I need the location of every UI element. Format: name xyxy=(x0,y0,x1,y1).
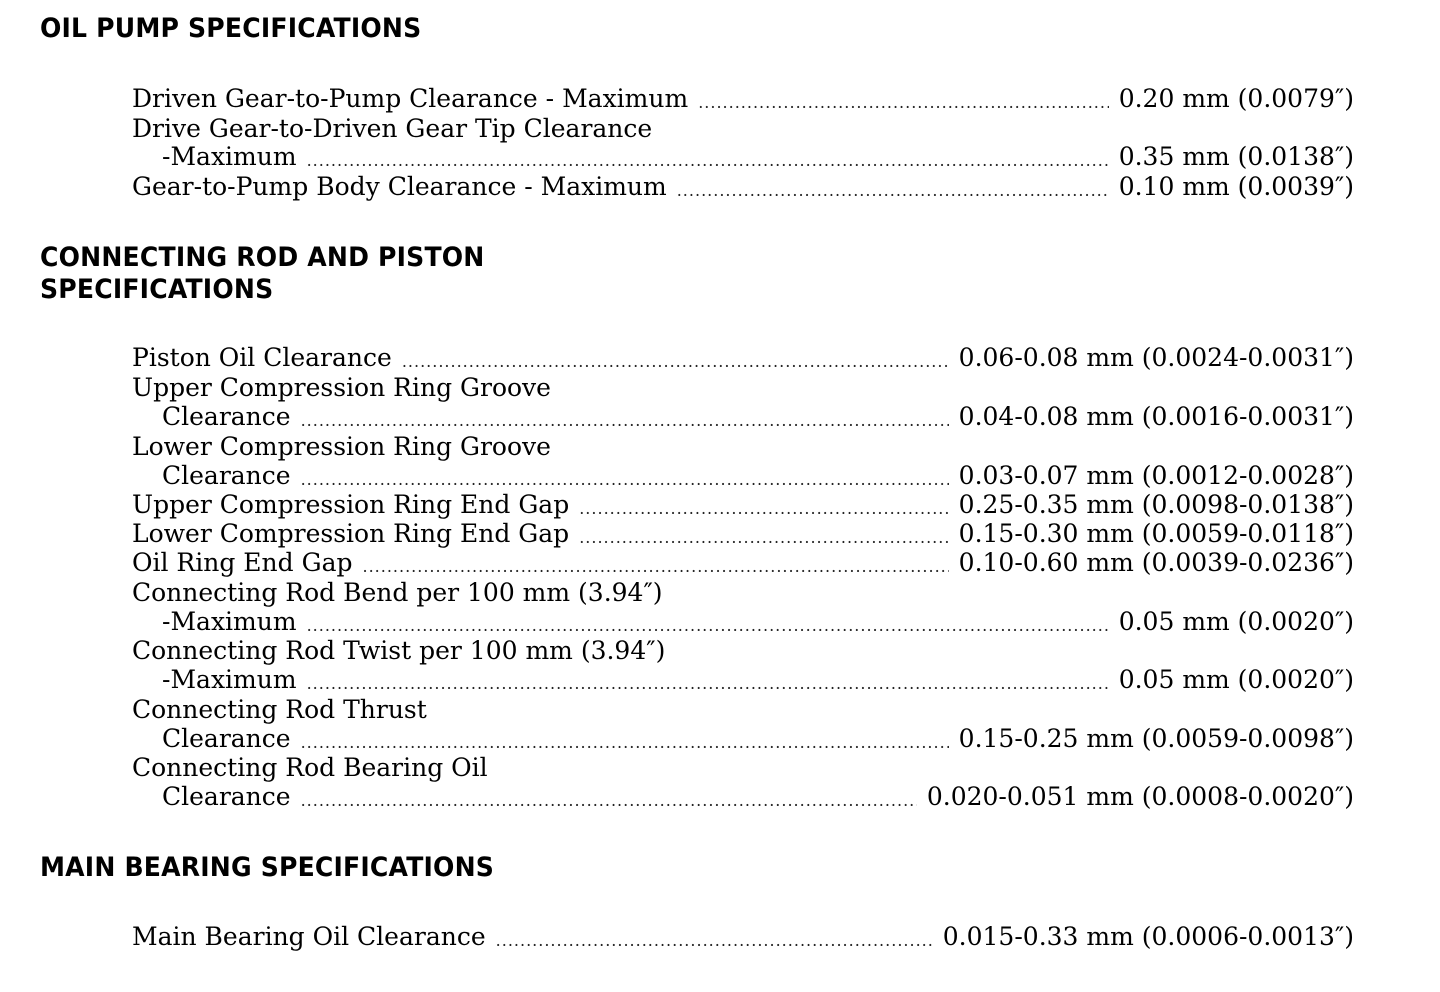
spec-row-rod-bend-cont xyxy=(162,607,1354,637)
spec-value: 0.06-0.08 mm (0.0024-0.0031″) xyxy=(958,343,1354,372)
spec-label: Driven Gear-to-Pump Clearance - Maximum xyxy=(132,84,689,113)
leader-dots xyxy=(301,732,949,754)
leader-dots xyxy=(301,790,917,812)
spec-label: Gear-to-Pump Body Clearance - Maximum xyxy=(132,172,667,201)
spec-label-continuation: -Maximum xyxy=(162,607,297,636)
spec-row-upper-groove xyxy=(132,373,1354,403)
spec-value: 0.10 mm (0.0039″) xyxy=(1118,172,1354,201)
spec-row-lower-groove xyxy=(132,432,1354,462)
spec-row-rod-twist xyxy=(132,636,1354,666)
spec-label-continuation: Clearance xyxy=(162,402,291,431)
spec-label-continuation: Clearance xyxy=(162,724,291,753)
spec-label: Lower Compression Ring End Gap xyxy=(132,519,570,548)
spec-value: 0.10-0.60 mm (0.0039-0.0236″) xyxy=(958,548,1354,577)
leader-dots xyxy=(301,410,949,432)
spec-value: 0.020-0.051 mm (0.0008-0.0020″) xyxy=(926,782,1354,811)
main-bearing-heading: MAIN BEARING SPECIFICATIONS xyxy=(40,852,495,883)
spec-value: 0.15-0.30 mm (0.0059-0.0118″) xyxy=(958,519,1354,548)
spec-row-lower-end-gap xyxy=(132,519,1354,549)
spec-label: Oil Ring End Gap xyxy=(132,548,353,577)
spec-row-upper-groove-cont xyxy=(162,402,1354,432)
spec-row-rod-thrust xyxy=(132,695,1354,725)
spec-label-continuation: -Maximum xyxy=(162,665,297,694)
spec-label: Connecting Rod Bend per 100 mm (3.94″) xyxy=(132,578,663,607)
leader-dots xyxy=(307,673,1109,695)
spec-row-rod-bend xyxy=(132,578,1354,608)
spec-row-upper-end-gap xyxy=(132,490,1354,520)
spec-value: 0.20 mm (0.0079″) xyxy=(1118,84,1354,113)
spec-value: 0.25-0.35 mm (0.0098-0.0138″) xyxy=(958,490,1354,519)
spec-row-piston-oil xyxy=(132,343,1354,373)
spec-value: 0.15-0.25 mm (0.0059-0.0098″) xyxy=(958,724,1354,753)
spec-row-drive-gear-tip xyxy=(132,114,1354,144)
leader-dots xyxy=(307,150,1109,172)
spec-value: 0.04-0.08 mm (0.0016-0.0031″) xyxy=(958,402,1354,431)
spec-label-continuation: -Maximum xyxy=(162,142,297,171)
leader-dots xyxy=(307,615,1109,637)
spec-value: 0.05 mm (0.0020″) xyxy=(1118,607,1354,636)
spec-label: Lower Compression Ring Groove xyxy=(132,432,551,461)
connecting-rod-heading-line1: CONNECTING ROD AND PISTON xyxy=(40,242,485,273)
leader-dots xyxy=(301,469,949,491)
leader-dots xyxy=(579,498,948,520)
connecting-rod-heading-line2: SPECIFICATIONS xyxy=(40,274,274,305)
leader-dots xyxy=(677,180,1109,202)
spec-label: Upper Compression Ring Groove xyxy=(132,373,551,402)
spec-value: 0.015-0.33 mm (0.0006-0.0013″) xyxy=(942,922,1354,951)
spec-row-rod-bearing xyxy=(132,753,1354,783)
spec-row-lower-groove-cont xyxy=(162,461,1354,491)
leader-dots xyxy=(362,556,948,578)
spec-row-rod-twist-cont xyxy=(162,665,1354,695)
leader-dots xyxy=(579,527,948,549)
spec-label: Connecting Rod Bearing Oil xyxy=(132,753,488,782)
spec-label-continuation: Clearance xyxy=(162,782,291,811)
spec-row-rod-thrust-cont xyxy=(162,724,1354,754)
spec-label: Drive Gear-to-Driven Gear Tip Clearance xyxy=(132,114,653,143)
spec-row-main-bearing-oil xyxy=(132,922,1354,952)
spec-label: Main Bearing Oil Clearance xyxy=(132,922,486,951)
spec-label: Piston Oil Clearance xyxy=(132,343,392,372)
spec-label-continuation: Clearance xyxy=(162,461,291,490)
spec-label: Upper Compression Ring End Gap xyxy=(132,490,570,519)
spec-label: Connecting Rod Twist per 100 mm (3.94″) xyxy=(132,636,666,665)
leader-dots xyxy=(402,351,949,373)
spec-row-driven-gear xyxy=(132,84,1354,114)
spec-label: Connecting Rod Thrust xyxy=(132,695,427,724)
spec-row-oil-ring-gap xyxy=(132,548,1354,578)
spec-value: 0.03-0.07 mm (0.0012-0.0028″) xyxy=(958,461,1354,490)
spec-row-gear-to-body xyxy=(132,172,1354,202)
leader-dots xyxy=(698,92,1109,114)
spec-row-drive-gear-tip-cont xyxy=(162,142,1354,172)
spec-value: 0.35 mm (0.0138″) xyxy=(1118,142,1354,171)
spec-value: 0.05 mm (0.0020″) xyxy=(1118,665,1354,694)
spec-row-rod-bearing-cont xyxy=(162,782,1354,812)
oil-pump-heading: OIL PUMP SPECIFICATIONS xyxy=(40,13,422,44)
leader-dots xyxy=(496,930,933,952)
